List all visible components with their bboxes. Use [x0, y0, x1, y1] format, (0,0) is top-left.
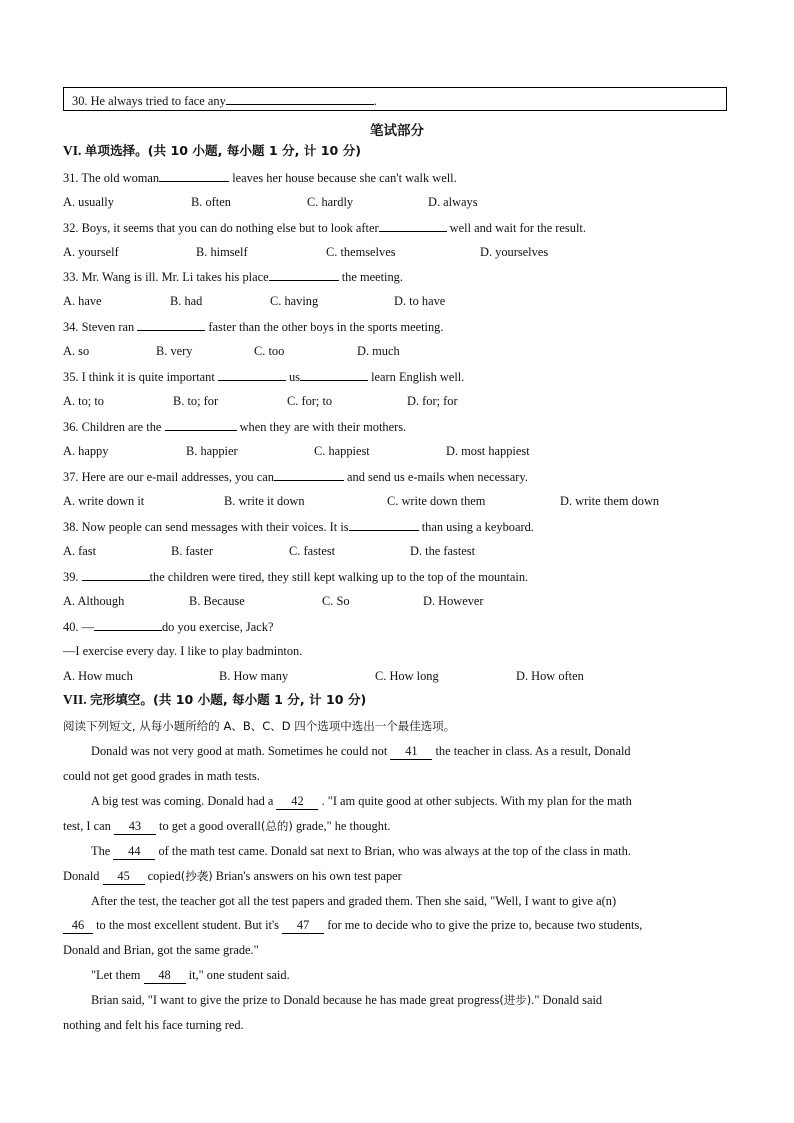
gloss: (抄袭) [180, 869, 213, 883]
passage-text: ." Donald said [531, 993, 603, 1007]
option-d: D. the fastest [410, 544, 476, 558]
answer-blank[interactable] [274, 468, 344, 481]
question-40-end: do you exercise, Jack? [161, 620, 274, 634]
option-a: A. yourself [63, 245, 119, 259]
option-d: D. for; for [407, 394, 458, 408]
section-vii-label: VII. [63, 692, 87, 707]
option-a: A. usually [63, 195, 114, 209]
passage-line: nothing and felt his face turning red. [63, 1018, 244, 1032]
passage-text: it," one student said. [185, 968, 290, 982]
option-d: D. most happiest [446, 444, 530, 458]
passage-line [63, 868, 402, 885]
question-35-text: 35. I think it is quite important [63, 370, 218, 384]
section-title-written: 笔试部分 [370, 123, 424, 139]
option-d: D. How often [516, 669, 584, 683]
passage-text: "Let them [91, 968, 144, 982]
question-31-text: 31. The old woman [63, 171, 160, 185]
option-b: B. write it down [224, 494, 305, 508]
question-32-end: well and wait for the result. [446, 221, 586, 235]
option-a: A. Although [63, 594, 125, 608]
question-30 [72, 92, 377, 109]
answer-blank[interactable] [165, 418, 237, 431]
passage-line [91, 967, 290, 984]
section-vi-title: 单项选择。(共 10 小题, 每小题 1 分, 计 10 分) [84, 143, 362, 158]
question-34-end: faster than the other boys in the sports meeting. [205, 320, 444, 334]
answer-blank[interactable] [137, 318, 205, 331]
option-c: C. hardly [307, 195, 354, 209]
option-a: A. so [63, 344, 90, 358]
passage-line [63, 917, 642, 934]
option-b: B. often [191, 195, 231, 209]
answer-blank[interactable] [94, 618, 162, 631]
answer-blank[interactable] [300, 368, 368, 381]
passage-line: could not get good grades in math tests. [63, 769, 260, 783]
passage-text: After the test, the teacher got all the test papers and graded them. Then she said, "Well, I want to give a [91, 894, 602, 908]
passage-text: Brian said, "I want to give the prize to Donald because he has made great progress [91, 993, 500, 1007]
blank-48[interactable]: 48 [144, 967, 186, 984]
answer-blank[interactable] [218, 368, 286, 381]
option-a: A. happy [63, 444, 109, 458]
option-c: C. write down them [387, 494, 486, 508]
option-b: B. had [170, 294, 203, 308]
section-vi-label: VI. [63, 143, 82, 158]
passage-text: of the math test came. Donald sat next to Brian, who was always at the top of the class in math. [155, 844, 631, 858]
passage-text: to get a good overall [155, 819, 261, 833]
question-40-text: 40. — [63, 620, 94, 634]
passage-text: A big test was coming. Donald had a [91, 794, 277, 808]
question-35-end: learn English well. [368, 370, 465, 384]
passage-text: for me to decide who to give the prize to, because two students, [324, 918, 643, 932]
option-c: C. How long [375, 669, 439, 683]
blank-47[interactable]: 47 [282, 917, 324, 934]
gloss: (进步) [499, 993, 532, 1007]
question-40 [63, 618, 273, 635]
question-40-reply: —I exercise every day. I like to play badminton. [63, 644, 303, 658]
passage-line: Donald and Brian, got the same grade." [63, 943, 259, 957]
option-c: C. too [254, 344, 285, 358]
option-a: A. write down it [63, 494, 145, 508]
option-c: C. fastest [289, 544, 336, 558]
passage-text: copied [144, 869, 181, 883]
answer-blank[interactable] [226, 92, 374, 105]
option-c: C. having [270, 294, 319, 308]
option-b: B. faster [171, 544, 213, 558]
question-31 [63, 169, 457, 186]
passage-text: Donald was not very good at math. Sometimes he could not [91, 744, 391, 758]
question-30-end: . [373, 94, 377, 108]
option-c: C. So [322, 594, 350, 608]
question-33 [63, 268, 403, 285]
passage-text: The [91, 844, 114, 858]
option-d: D. always [428, 195, 478, 209]
option-c: C. for; to [287, 394, 333, 408]
option-d: D. yourselves [480, 245, 549, 259]
option-d: D. much [357, 344, 400, 358]
section-vii-title: 完形填空。(共 10 小题, 每小题 1 分, 计 10 分) [90, 692, 367, 707]
gloss: (总的) [260, 819, 293, 833]
question-30-text: 30. He always tried to face any [72, 94, 226, 108]
blank-41[interactable]: 41 [390, 743, 432, 760]
blank-44[interactable]: 44 [113, 843, 155, 860]
question-38-end: than using a keyboard. [418, 520, 534, 534]
question-39-end: the children were tired, they still kept walking up to the top of the mountain. [149, 570, 529, 584]
option-d: D. write them down [560, 494, 660, 508]
question-39 [63, 568, 528, 585]
option-d: D. to have [394, 294, 446, 308]
question-32 [63, 219, 586, 236]
question-38-text: 38. Now people can send messages with their voices. It is [63, 520, 349, 534]
passage-line [91, 893, 616, 909]
option-a: A. fast [63, 544, 97, 558]
section-vi-heading [63, 143, 361, 159]
option-b: B. to; for [173, 394, 219, 408]
passage-line [91, 843, 631, 860]
question-33-end: the meeting. [338, 270, 403, 284]
option-b: B. How many [219, 669, 289, 683]
question-37-text: 37. Here are our e-mail addresses, you can [63, 470, 274, 484]
passage-line [91, 992, 602, 1008]
passage-line [91, 743, 631, 760]
option-a: A. have [63, 294, 102, 308]
blank-46[interactable]: 46 [63, 917, 93, 934]
question-34-text: 34. Steven ran [63, 320, 138, 334]
passage-line [63, 818, 390, 835]
option-a: A. How much [63, 669, 133, 683]
passage-text: test, I can [63, 819, 114, 833]
question-31-end: leaves her house because she can't walk well. [229, 171, 457, 185]
passage-line [91, 793, 632, 810]
question-36-text: 36. Children are the [63, 420, 165, 434]
option-a: A. to; to [63, 394, 104, 408]
question-36 [63, 418, 406, 435]
gloss: (n) [601, 894, 617, 908]
blank-43[interactable]: 43 [114, 818, 156, 835]
answer-blank[interactable] [269, 268, 339, 281]
blank-45[interactable]: 45 [103, 868, 145, 885]
question-30-box [63, 87, 727, 111]
option-c: C. themselves [326, 245, 396, 259]
answer-blank[interactable] [159, 169, 229, 182]
section-vii-heading [63, 692, 366, 708]
answer-blank[interactable] [82, 568, 150, 581]
question-34 [63, 318, 443, 335]
question-35-mid: us [285, 370, 300, 384]
passage-text: . "I am quite good at other subjects. With my plan for the math [318, 794, 632, 808]
passage-text: to the most excellent student. But it's [93, 918, 283, 932]
option-c: C. happiest [314, 444, 370, 458]
option-b: B. Because [189, 594, 245, 608]
answer-blank[interactable] [349, 518, 419, 531]
question-37 [63, 468, 528, 485]
option-d: D. However [423, 594, 484, 608]
passage-text: the teacher in class. As a result, Donald [432, 744, 631, 758]
passage-text: grade," he thought. [292, 819, 391, 833]
question-36-end: when they are with their mothers. [236, 420, 407, 434]
question-37-end: and send us e-mails when necessary. [343, 470, 528, 484]
option-b: B. happier [186, 444, 238, 458]
blank-42[interactable]: 42 [276, 793, 318, 810]
passage-text: Donald [63, 869, 103, 883]
question-38 [63, 518, 534, 535]
question-39-text: 39. [63, 570, 82, 584]
option-b: B. very [156, 344, 193, 358]
answer-blank[interactable] [379, 219, 447, 232]
option-b: B. himself [196, 245, 248, 259]
passage-text: Brian's answers on his own test paper [212, 869, 402, 883]
question-33-text: 33. Mr. Wang is ill. Mr. Li takes his place [63, 270, 269, 284]
question-35 [63, 368, 464, 385]
question-32-text: 32. Boys, it seems that you can do nothing else but to look after [63, 221, 379, 235]
cloze-instruction: 阅读下列短文, 从每小题所给的 A、B、C、D 四个选项中选出一个最佳选项。 [63, 719, 456, 733]
